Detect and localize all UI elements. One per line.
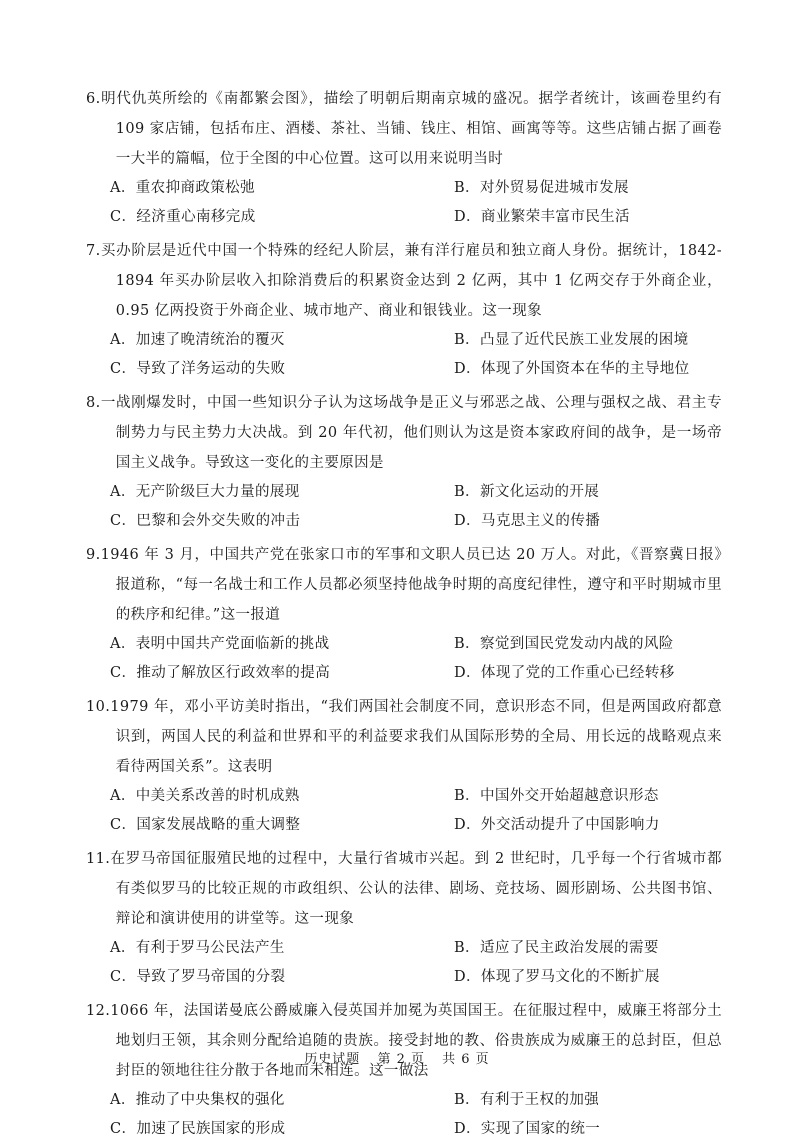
answer-option: D．马克思主义的传播	[454, 513, 601, 529]
answer-options	[86, 934, 722, 992]
question-stem	[86, 84, 722, 174]
question-number: 12.	[86, 1003, 111, 1019]
answer-option: D．体现了外国资本在华的主导地位	[454, 361, 690, 377]
question-text: 1066 年，法国诺曼底公爵威廉入侵英国并加冕为英国国王。在征服过程中，威廉王将部分土地划归王领，其余则分配给追随的贵族。接受封地的教、俗贵族成为威廉王的总封臣，但总封臣的领地往往分散于各地而未相连。这一做法	[110, 1003, 722, 1079]
answer-option: A．表明中国共产党面临新的挑战	[110, 636, 330, 652]
answer-option: B．察觉到国民党发动内战的风险	[454, 636, 674, 652]
question-stem	[86, 540, 722, 630]
question-text: 在罗马帝国征服殖民地的过程中，大量行省城市兴起。到 2 世纪时，几乎每一个行省城市都有类似罗马的比较正规的市政组织、公认的法律、剧场、竞技场、圆形剧场、公共图书馆、辩论和演讲使用的讲堂等。这一现象	[110, 851, 722, 927]
answer-option: D．商业繁荣丰富市民生活	[454, 209, 630, 225]
question-text: 明代仇英所绘的《南都繁会图》，描绘了明朝后期南京城的盛况。据学者统计，该画卷里约有 109 家店铺，包括布庄、酒楼、茶社、当铺、钱庄、相馆、画寓等等。这些店铺占据了画卷一大半的篇幅，位于全图的中心位置。这可以用来说明当时	[100, 91, 722, 167]
answer-option: C．巴黎和会外交失败的冲击	[110, 513, 301, 529]
answer-option: D．体现了罗马文化的不断扩展	[454, 969, 660, 985]
answer-option: C．加速了民族国家的形成	[110, 1121, 286, 1137]
question-stem	[86, 996, 722, 1086]
question-list	[86, 84, 722, 1148]
answer-option: B．有利于王权的加强	[454, 1092, 600, 1108]
question-number: 9.	[86, 547, 101, 563]
answer-options	[86, 782, 722, 840]
question-text: 一战刚爆发时，中国一些知识分子认为这场战争是正义与邪恶之战、公理与强权之战、君主专制势力与民主势力大决战。到 20 年代初，他们则认为这是资本家政府间的战争，是一场帝国主义战争。导致这一变化的主要原因是	[100, 395, 722, 471]
question-stem	[86, 692, 722, 782]
answer-option: A．加速了晚清统治的覆灭	[110, 332, 285, 348]
question-number: 10.	[86, 699, 111, 715]
answer-option: C．导致了洋务运动的失败	[110, 361, 286, 377]
question-number: 11.	[86, 851, 111, 867]
answer-option: B．新文化运动的开展	[454, 484, 600, 500]
question-text: 1979 年，邓小平访美时指出，“我们两国社会制度不同，意识形态不同，但是两国政府都意识到，两国人民的利益和世界和平的利益要求我们从国际形势的全局、用长远的战略观点来看待两国关系”。这表明	[110, 699, 722, 775]
question-stem	[86, 388, 722, 478]
answer-option: B．对外贸易促进城市发展	[454, 180, 629, 196]
answer-option: C．国家发展战略的重大调整	[110, 817, 301, 833]
answer-options	[86, 630, 722, 688]
answer-options	[86, 1086, 722, 1144]
question-8	[86, 388, 722, 536]
question-stem	[86, 844, 722, 934]
answer-option: B．凸显了近代民族工业发展的困境	[454, 332, 689, 348]
answer-option: A．有利于罗马公民法产生	[110, 940, 285, 956]
answer-options	[86, 478, 722, 536]
page-footer	[0, 1048, 794, 1067]
answer-options	[86, 326, 722, 384]
question-text: 1946 年 3 月，中国共产党在张家口市的军事和文职人员已达 20 万人。对此，《晋察冀日报》报道称，“每一名战士和工作人员都必须坚持他战争时期的高度纪律性，遵守和平时期城市里的秩序和纪律。”这一报道	[100, 547, 722, 623]
question-11	[86, 844, 722, 992]
question-stem	[86, 236, 722, 326]
question-10	[86, 692, 722, 840]
answer-option: C．导致了罗马帝国的分裂	[110, 969, 286, 985]
footer-total-pages: 共 6 页	[442, 1052, 490, 1067]
question-number: 6.	[86, 91, 101, 107]
answer-option: B．中国外交开始超越意识形态	[454, 788, 659, 804]
answer-option: A．无产阶级巨大力量的展现	[110, 484, 300, 500]
question-6	[86, 84, 722, 232]
question-number: 8.	[86, 395, 101, 411]
answer-option: C．经济重心南移完成	[110, 209, 256, 225]
footer-subject: 历史试题	[304, 1052, 361, 1067]
answer-option: C．推动了解放区行政效率的提高	[110, 665, 331, 681]
answer-option: D．外交活动提升了中国影响力	[454, 817, 660, 833]
answer-option: B．适应了民主政治发展的需要	[454, 940, 659, 956]
answer-options	[86, 174, 722, 232]
answer-option: A．推动了中央集权的强化	[110, 1092, 285, 1108]
question-text: 买办阶层是近代中国一个特殊的经纪人阶层，兼有洋行雇员和独立商人身份。据统计，1842-1894 年买办阶层收入扣除消费后的积累资金达到 2 亿两，其中 1 亿两交存于外商企业，0.95 亿两投资于外商企业、城市地产、商业和银钱业。这一现象	[100, 243, 722, 319]
footer-page-number: 第 2 页	[377, 1052, 425, 1067]
answer-option: D．实现了国家的统一	[454, 1121, 601, 1137]
answer-option: A．中美关系改善的时机成熟	[110, 788, 300, 804]
question-number: 7.	[86, 243, 101, 259]
question-9	[86, 540, 722, 688]
answer-option: D．体现了党的工作重心已经转移	[454, 665, 675, 681]
answer-option: A．重农抑商政策松弛	[110, 180, 255, 196]
question-7	[86, 236, 722, 384]
